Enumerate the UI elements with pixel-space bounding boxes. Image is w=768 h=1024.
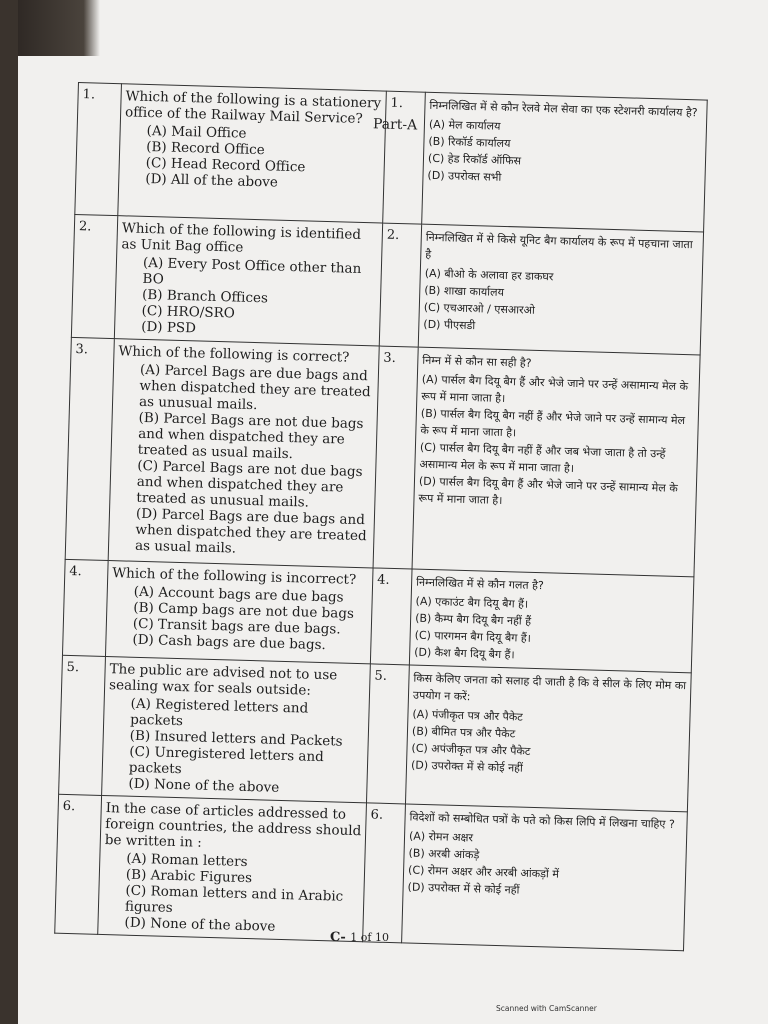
english-question-cell (118, 84, 387, 223)
hindi-question-cell (412, 347, 700, 577)
english-option: (B) Arabic Figures (125, 866, 253, 887)
hindi-option: (A) पंजीकृत पत्र और पैकेट (412, 707, 524, 724)
hindi-option: (A) बीओ के अलावा हर डाकघर (424, 266, 554, 284)
question-number: 4. (62, 559, 108, 656)
question-row (55, 794, 688, 951)
hindi-question-text: निम्न में से कौन सा सही है? (422, 353, 532, 370)
hindi-option: (A) रोमन अक्षर (408, 829, 474, 845)
question-row (62, 559, 693, 673)
english-option: (C) Head Record Office (145, 154, 306, 176)
hindi-option: (C) पार्सल बैग दियू बैग नहीं हैं और जब भेजा जाता है तो उन्हें असामान्य मेल के रूप में माना जाता है। (419, 440, 666, 475)
question-number: 1. (75, 83, 122, 216)
english-question-text: Which of the following is incorrect? (112, 565, 357, 588)
english-option: (B) Branch Offices (141, 286, 269, 307)
hindi-question-number: 6. (363, 803, 406, 943)
english-question-cell (108, 339, 379, 568)
hindi-option: (D) उपरोक्त में से कोई नहीं (407, 880, 520, 897)
english-option: (D) Cash bags are due bags. (132, 631, 327, 654)
english-option: (C) Roman letters and in Arabic figures (124, 882, 344, 916)
english-option: (C) Transit bags are due bags. (132, 615, 341, 638)
question-number: 6. (55, 794, 102, 934)
hindi-question-cell (402, 804, 688, 951)
hindi-option: (C) एचआरओ / एसआरओ (423, 300, 536, 317)
hindi-question-text: निम्नलिखित में से किसे यूनिट बैग कार्यालय के रूप में पहचाना जाता है (425, 230, 693, 261)
english-option: (C) Unregistered letters and packets (128, 743, 325, 778)
english-question-text: Which of the following is correct? (118, 343, 350, 366)
hindi-question-cell (405, 665, 691, 812)
hindi-question-text: किस केलिए जनता को सलाह दी जाती है कि वे सील के लिए मोम का उपयोग न करें: (412, 671, 687, 704)
hindi-option: (C) अपंजीकृत पत्र और पैकेट (411, 741, 531, 758)
hindi-question-cell (409, 569, 694, 673)
hindi-question-number: 3. (373, 346, 418, 569)
english-option: (D) Parcel Bags are due bags and when dispatched they are treated as usual mails. (134, 505, 367, 557)
english-option: (B) Insured letters and Packets (129, 727, 343, 750)
hindi-question-number: 4. (370, 568, 412, 665)
hindi-option: (A) एकाउंट बैग दियू बैग हैं। (415, 594, 529, 611)
english-option: (B) Parcel Bags are not due bags and when dispatched they are treated as usual mails. (137, 409, 364, 463)
question-sheet (54, 82, 708, 957)
english-question-cell (105, 561, 373, 664)
english-option: (C) Parcel Bags are not due bags and when dispatched they are treated as unusual mails. (136, 457, 363, 511)
page-edge-shadow (0, 0, 18, 1024)
english-option: (C) HRO/SRO (141, 302, 236, 322)
hindi-option: (D) उपरोक्त सभी (427, 168, 502, 184)
english-option: (B) Record Office (145, 138, 265, 159)
hindi-option: (C) रोमन अक्षर और अरबी आंकड़ों में (407, 863, 560, 881)
english-option: (A) Account bags are due bags (133, 583, 344, 606)
hindi-question-text: निम्नलिखित में से कौन गलत है? (415, 575, 545, 593)
english-option: (A) Mail Office (146, 122, 247, 142)
question-number: 3. (65, 337, 114, 560)
question-row (75, 83, 707, 233)
top-corner-shadow (18, 0, 100, 56)
scan-watermark: Scanned with CamScanner (496, 1004, 597, 1013)
hindi-option: (C) हेड रिकॉर्ड ऑफिस (427, 151, 522, 168)
questions-table (54, 82, 708, 951)
hindi-option: (D) उपरोक्त में से कोई नहीं (410, 758, 524, 775)
hindi-option: (D) कैश बैग दियू बैग हैं। (414, 645, 515, 662)
english-option: (A) Every Post Office other than BO (142, 254, 362, 288)
hindi-option: (B) शाखा कार्यालय (424, 283, 505, 299)
hindi-option: (B) बीमित पत्र और पैकेट (411, 724, 516, 741)
question-row (71, 214, 703, 355)
hindi-option: (B) रिकॉर्ड कार्यालय (428, 134, 511, 151)
english-question-text: Which of the following is identified as Unit Bag office (121, 220, 362, 256)
question-row (65, 337, 700, 576)
hindi-question-number: 2. (379, 223, 421, 347)
english-option: (D) None of the above (124, 914, 276, 935)
english-question-cell (114, 216, 382, 346)
hindi-question-cell (422, 92, 708, 232)
hindi-option: (C) पारगमन बैग दियू बैग हैं। (414, 628, 532, 645)
question-number: 5. (59, 655, 106, 795)
hindi-option: (A) मेल कार्यालय (428, 117, 501, 133)
hindi-option: (B) पार्सल बैग दियू बैग नहीं हैं और भेजे जाने पर उन्हें सामान्य मेल के रूप में माना जाता है। (420, 406, 686, 440)
hindi-question-text: विदेशों को सम्बोधित पत्रों के पते को किस लिपि में लिखना चाहिए ? (409, 810, 675, 831)
english-option: (B) Camp bags are not due bags (133, 599, 355, 622)
english-option: (A) Registered letters and packets (129, 695, 309, 730)
hindi-option: (B) अरबी आंकड़े (408, 846, 480, 862)
hindi-option: (B) कैम्प बैग दियू बैग नहीं हैं (414, 611, 532, 628)
footer-prefix: C- (330, 930, 346, 945)
hindi-option: (D) पीएसडी (423, 317, 476, 333)
english-option: (D) None of the above (128, 775, 280, 796)
english-option: (D) PSD (140, 318, 197, 337)
english-question-text: Which of the following is a stationery office of the Railway Mail Service? (124, 88, 382, 127)
hindi-question-cell (418, 224, 703, 355)
hindi-question-number: 1. (383, 91, 426, 224)
english-question-text: The public are advised not to use sealing wax for seals outside: (108, 661, 338, 699)
hindi-question-number: 5. (366, 664, 409, 804)
english-option: (D) All of the above (145, 170, 279, 191)
question-row (59, 655, 692, 812)
footer-page-number: 1 of 10 (350, 931, 389, 944)
hindi-option: (A) पार्सल बैग दियू बैग हैं और भेजे जाने पर उन्हें असामान्य मेल के रूप में माना जाता है। (421, 372, 689, 406)
page-footer (330, 930, 389, 945)
english-question-cell (102, 656, 371, 802)
english-option: (A) Parcel Bags are due bags and when dispatched they are treated as unusual mails. (138, 361, 371, 414)
question-number: 2. (71, 214, 117, 338)
hindi-question-text: निम्नलिखित में से कौन रेलवे मेल सेवा का एक स्टेशनरी कार्यालय है? (429, 98, 698, 120)
hindi-option: (D) पार्सल बैग दियू बैग हैं और भेजे जाने पर उन्हें सामान्य मेल के रूप में माना जाता है। (418, 474, 678, 508)
part-label: Part-A (372, 116, 418, 134)
english-question-text: In the case of articles addressed to foreign countries, the address should be written in : (104, 800, 362, 851)
english-option: (A) Roman letters (126, 850, 248, 871)
english-question-cell (98, 795, 367, 941)
